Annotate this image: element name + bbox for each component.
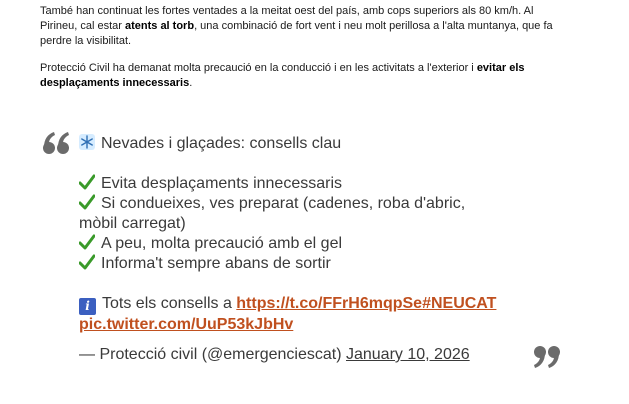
tweet-attribution bbox=[79, 345, 519, 365]
check-icon bbox=[79, 234, 95, 250]
tweet-tip bbox=[79, 194, 519, 214]
tweet-tip bbox=[79, 174, 519, 194]
article-body bbox=[40, 4, 560, 91]
paragraph-text: També han continuat les fortes ventades a la meitat oest del país, amb cops superiors als 80 km/h. Al Pirineu, cal estar bbox=[40, 5, 534, 32]
quote-open-icon bbox=[41, 128, 71, 158]
tweet-tip bbox=[79, 254, 519, 274]
tweet-tip bbox=[79, 234, 519, 254]
pic-link[interactable]: pic.twitter.com/UuP53kJbHv bbox=[79, 316, 294, 333]
tweet-tip-text: Informa't sempre abans de sortir bbox=[101, 255, 331, 272]
tweet-author: — Protecció civil (@emergenciescat) bbox=[79, 346, 346, 363]
tweet-pic-line bbox=[79, 315, 519, 335]
tweet-tip-text: mòbil carregat) bbox=[79, 215, 186, 232]
tweet-tip-text: Evita desplaçaments innecessaris bbox=[101, 175, 343, 192]
snowflake-icon bbox=[79, 134, 95, 150]
tweet-more-line bbox=[79, 294, 519, 315]
tweet-heading-text: Nevades i glaçades: consells clau bbox=[101, 135, 342, 152]
embedded-tweet bbox=[79, 134, 519, 365]
tweet-tip-text: A peu, molta precaució amb el gel bbox=[101, 235, 343, 252]
tweet-more-text: Tots els consells a bbox=[102, 295, 237, 312]
tweet-heading bbox=[79, 134, 519, 154]
article-paragraph-1 bbox=[40, 4, 560, 49]
info-icon: i bbox=[79, 298, 96, 315]
paragraph-text: . bbox=[189, 77, 193, 89]
check-icon bbox=[79, 194, 95, 210]
paragraph-text: Protecció Civil ha demanat molta precaució en la conducció i en les activitats a l'exterior i bbox=[40, 62, 477, 74]
tweet-link[interactable]: https://t.co/FFrH6mqpSe bbox=[236, 295, 423, 312]
quote-close-icon bbox=[532, 342, 562, 372]
hashtag-link[interactable]: #NEUCAT bbox=[422, 295, 497, 312]
tweet-tip-text: Si condueixes, ves preparat (cadenes, roba d'abric, bbox=[101, 195, 466, 212]
check-icon bbox=[79, 174, 95, 190]
paragraph-text: , una combinació de fort vent i neu molt perillosa a l'alta muntanya, que fa perdre la visibilitat. bbox=[40, 20, 553, 47]
bold-text: evitar els desplaçaments innecessaris bbox=[40, 62, 525, 89]
check-icon bbox=[79, 254, 95, 270]
bold-text: atents al torb bbox=[124, 20, 195, 32]
article-paragraph-2 bbox=[40, 61, 560, 91]
tweet-date-link[interactable]: January 10, 2026 bbox=[345, 346, 470, 363]
tweet-tip-continued bbox=[79, 214, 519, 234]
